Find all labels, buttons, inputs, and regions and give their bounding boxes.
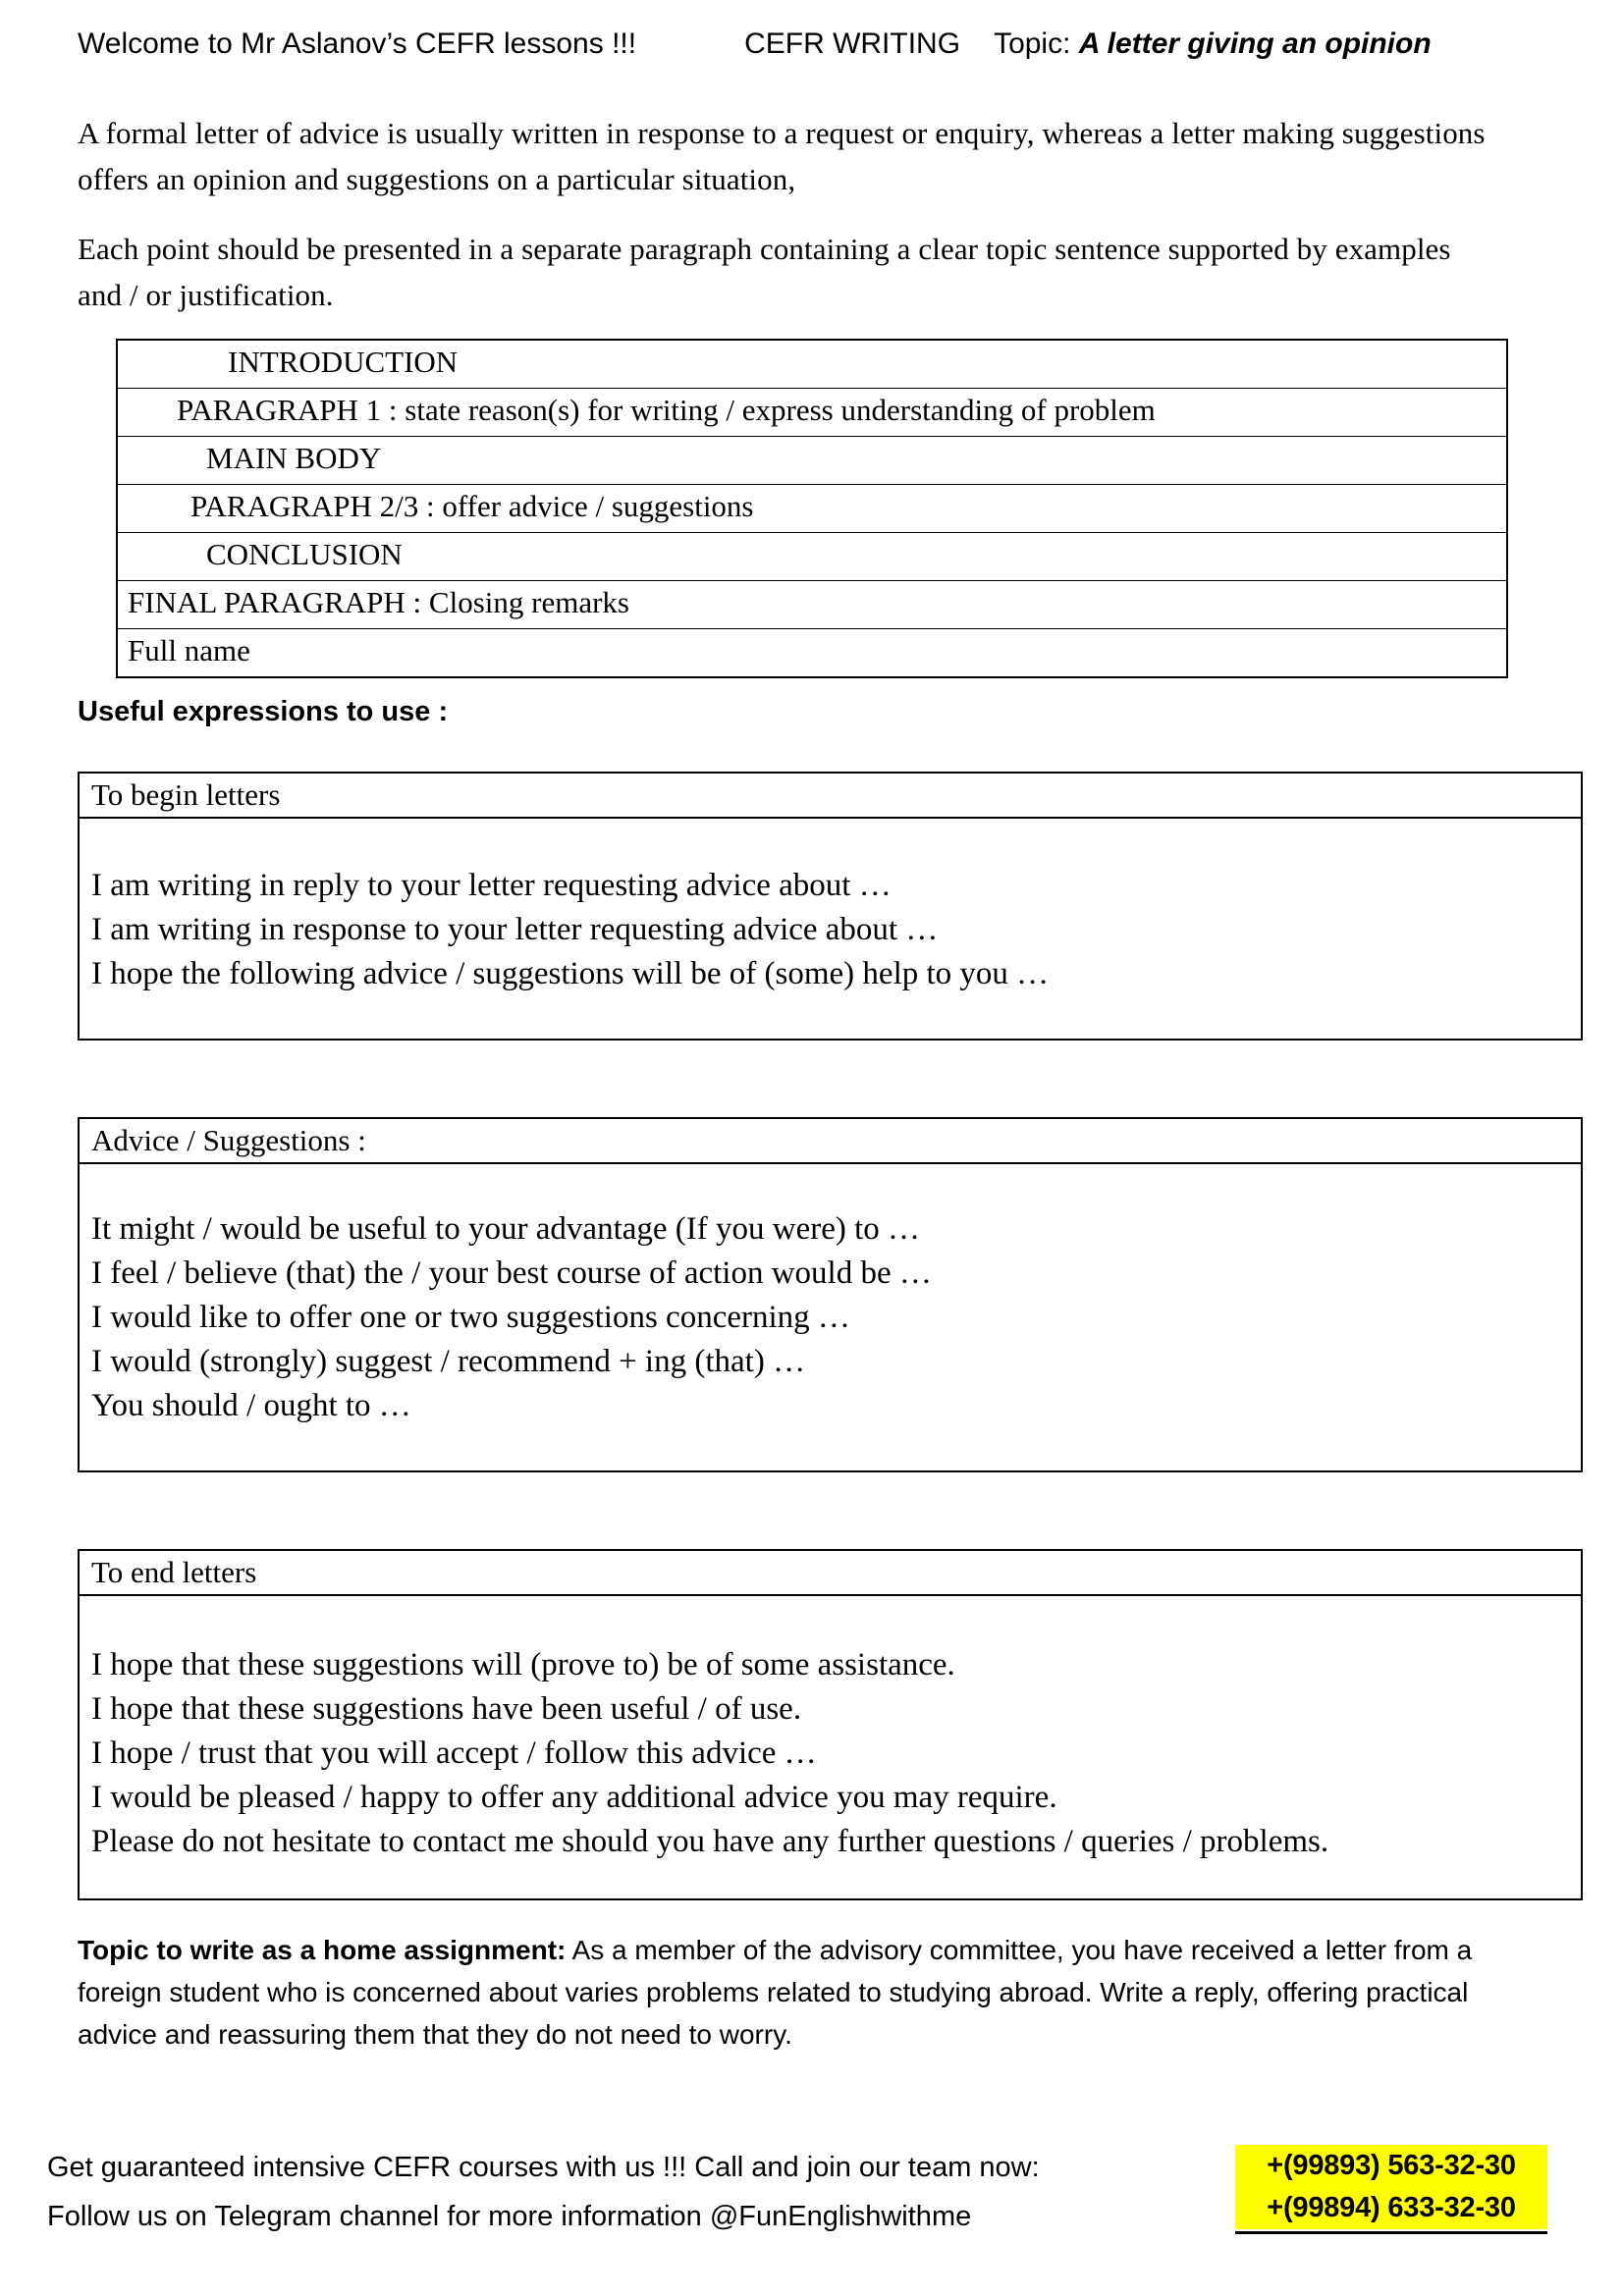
expression-box-title: To begin letters bbox=[80, 774, 1581, 819]
structure-cell-full-name: Full name bbox=[117, 629, 1507, 678]
expression-box-title: Advice / Suggestions : bbox=[80, 1119, 1581, 1164]
structure-cell-paragraph-23: PARAGRAPH 2/3 : offer advice / suggestions bbox=[117, 485, 1507, 533]
home-assignment-label: Topic to write as a home assignment: bbox=[78, 1935, 567, 1965]
expression-line: I hope that these suggestions have been useful / of use. bbox=[91, 1691, 802, 1727]
expression-box-advice-suggestions bbox=[78, 1117, 1583, 1472]
expression-box-to-end-letters bbox=[78, 1549, 1583, 1900]
expression-box-body bbox=[80, 1596, 1581, 1884]
page-header bbox=[78, 26, 1550, 63]
structure-cell-paragraph-1: PARAGRAPH 1 : state reason(s) for writing / express understanding of problem bbox=[117, 389, 1507, 437]
header-topic-label: Topic: bbox=[994, 27, 1071, 60]
expression-line: I hope the following advice / suggestions will be of (some) help to you … bbox=[91, 956, 1050, 991]
header-section-label: CEFR WRITING bbox=[744, 27, 961, 60]
table-row bbox=[117, 389, 1507, 437]
phone-number-2: +(99894) 633-32-30 bbox=[1235, 2187, 1547, 2229]
expression-line: You should / ought to … bbox=[91, 1388, 411, 1423]
expression-box-body bbox=[80, 819, 1581, 1016]
expression-box-title: To end letters bbox=[80, 1551, 1581, 1596]
letter-structure-table bbox=[116, 339, 1508, 678]
structure-cell-final-paragraph: FINAL PARAGRAPH : Closing remarks bbox=[117, 581, 1507, 629]
structure-cell-conclusion: CONCLUSION bbox=[117, 533, 1507, 581]
intro-paragraph-1: A formal letter of advice is usually written in response to a request or enquiry, whereas a letter making suggestions offers an opinion and suggestions on a particular situation, bbox=[78, 116, 1486, 196]
intro-paragraph-2: Each point should be presented in a separate paragraph containing a clear topic sentence supported by examples and / or justification. bbox=[78, 232, 1451, 312]
table-row bbox=[117, 629, 1507, 678]
useful-expressions-heading: Useful expressions to use : bbox=[78, 696, 449, 727]
expression-line: I would be pleased / happy to offer any additional advice you may require. bbox=[91, 1780, 1057, 1815]
footer-line-2: Follow us on Telegram channel for more information @FunEnglishwithme bbox=[47, 2201, 972, 2232]
structure-cell-introduction: INTRODUCTION bbox=[117, 340, 1507, 389]
home-assignment-paragraph bbox=[78, 1929, 1516, 2056]
expression-box-to-begin-letters bbox=[78, 772, 1583, 1041]
expression-line: I would like to offer one or two suggestions concerning … bbox=[91, 1300, 850, 1335]
expression-line: I hope / trust that you will accept / follow this advice … bbox=[91, 1735, 817, 1771]
header-topic-value: A letter giving an opinion bbox=[1078, 27, 1432, 60]
footer-line-1: Get guaranteed intensive CEFR courses with us !!! Call and join our team now: bbox=[47, 2152, 1040, 2183]
footer-phone-numbers bbox=[1235, 2145, 1547, 2234]
table-row bbox=[117, 340, 1507, 389]
home-assignment-text: As a member of the advisory committee, you have received a letter from a foreign student who is concerned about varies problems related to studying abroad. Write a reply, offering practical advice and reassuring them that they do not need to worry. bbox=[78, 1935, 1473, 2050]
table-row bbox=[117, 581, 1507, 629]
table-row bbox=[117, 485, 1507, 533]
expression-box-body bbox=[80, 1164, 1581, 1448]
expression-line: I would (strongly) suggest / recommend + ing (that) … bbox=[91, 1344, 806, 1379]
header-welcome-text: Welcome to Mr Aslanov’s CEFR lessons !!! bbox=[78, 27, 637, 60]
table-row bbox=[117, 437, 1507, 485]
expression-line: I am writing in response to your letter requesting advice about … bbox=[91, 912, 939, 947]
structure-table-body bbox=[117, 340, 1507, 677]
expression-line: I feel / believe (that) the / your best course of action would be … bbox=[91, 1255, 932, 1291]
expression-line: It might / would be useful to your advantage (If you were) to … bbox=[91, 1211, 921, 1247]
expression-line: I am writing in reply to your letter requesting advice about … bbox=[91, 868, 892, 903]
expression-line: I hope that these suggestions will (prove to) be of some assistance. bbox=[91, 1647, 955, 1682]
phone-number-1: +(99893) 563-32-30 bbox=[1235, 2145, 1547, 2187]
expression-line: Please do not hesitate to contact me should you have any further questions / queries / problems. bbox=[91, 1824, 1329, 1859]
table-row bbox=[117, 533, 1507, 581]
structure-cell-main-body: MAIN BODY bbox=[117, 437, 1507, 485]
